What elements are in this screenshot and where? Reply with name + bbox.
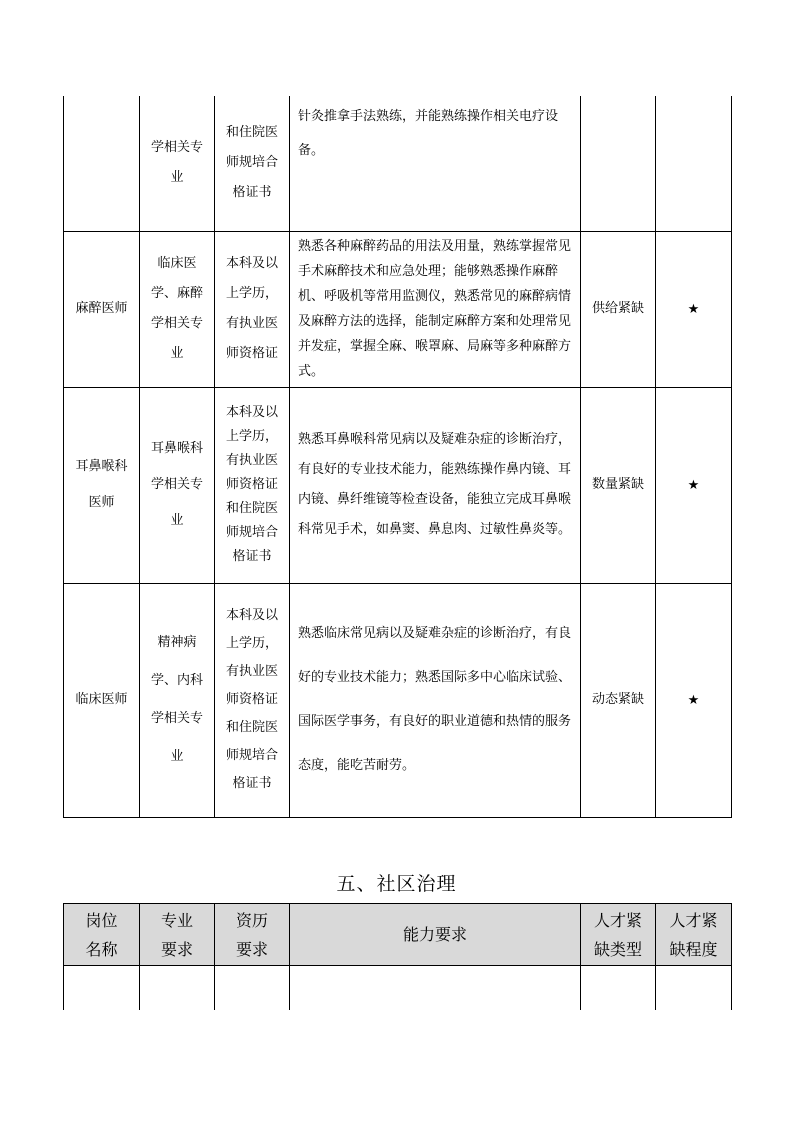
section-title: 五、社区治理 [336, 873, 457, 895]
table-row [64, 231, 732, 387]
header-position: 岗位名称 [64, 904, 140, 966]
education-cell: 本科及以上学历，有执业医师资格证和住院医师规培合格证书 [215, 387, 290, 583]
major-cell: 临床医学、麻醉学相关专业 [140, 231, 215, 387]
shortage-level-cell: ★ [656, 387, 732, 583]
header-major: 专业要求 [140, 904, 215, 966]
table-row [64, 966, 732, 1011]
position-cell: 耳鼻喉科医师 [64, 387, 140, 583]
shortage-type-cell [581, 966, 656, 1011]
education-cell: 本科及以上学历，有执业医师资格证 [215, 231, 290, 387]
table-row [64, 583, 732, 817]
ability-cell [290, 966, 581, 1011]
major-cell: 精神病学、内科学相关专业 [140, 583, 215, 817]
ability-cell: 熟悉临床常见病以及疑难杂症的诊断治疗，有良好的专业技术能力；熟悉国际多中心临床试验、国际医学事务，有良好的职业道德和热情的服务态度，能吃苦耐劳。 [290, 583, 581, 817]
table-row [64, 387, 732, 583]
table-header-row [64, 904, 732, 966]
ability-cell: 熟悉各种麻醉药品的用法及用量，熟练掌握常见手术麻醉技术和应急处理；能够熟悉操作麻醉机、呼吸机等常用监测仪，熟悉常见的麻醉病情及麻醉方法的选择，能制定麻醉方案和处理常见并发症，掌握全麻、喉罩麻、局麻等多种麻醉方式。 [290, 231, 581, 387]
ability-cell: 针灸推拿手法熟练，并能熟练操作相关电疗设备。 [290, 96, 581, 231]
header-ability: 能力要求 [290, 904, 581, 966]
table-row [64, 96, 732, 231]
major-cell: 耳鼻喉科学相关专业 [140, 387, 215, 583]
header-education: 资历要求 [215, 904, 290, 966]
shortage-level-cell [656, 96, 732, 231]
header-shortage-level: 人才紧缺程度 [656, 904, 732, 966]
community-governance-table [63, 903, 732, 1010]
shortage-type-cell [581, 96, 656, 231]
education-cell: 和住院医师规培合格证书 [215, 96, 290, 231]
shortage-level-cell: ★ [656, 231, 732, 387]
shortage-level-cell: ★ [656, 583, 732, 817]
shortage-level-cell [656, 966, 732, 1011]
ability-cell: 熟悉耳鼻喉科常见病以及疑难杂症的诊断治疗，有良好的专业技术能力，能熟练操作鼻内镜、耳内镜、鼻纤维镜等检查设备，能独立完成耳鼻喉科常见手术，如鼻窦、鼻息肉、过敏性鼻炎等。 [290, 387, 581, 583]
shortage-type-cell: 数量紧缺 [581, 387, 656, 583]
header-shortage-type: 人才紧缺类型 [581, 904, 656, 966]
shortage-type-cell: 动态紧缺 [581, 583, 656, 817]
position-cell [64, 966, 140, 1011]
major-cell [140, 966, 215, 1011]
shortage-type-cell: 供给紧缺 [581, 231, 656, 387]
talent-table-continued [63, 96, 732, 818]
education-cell [215, 966, 290, 1011]
position-cell: 麻醉医师 [64, 231, 140, 387]
education-cell: 本科及以上学历，有执业医师资格证和住院医师规培合格证书 [215, 583, 290, 817]
major-cell: 学相关专业 [140, 96, 215, 231]
position-cell [64, 96, 140, 231]
position-cell: 临床医师 [64, 583, 140, 817]
